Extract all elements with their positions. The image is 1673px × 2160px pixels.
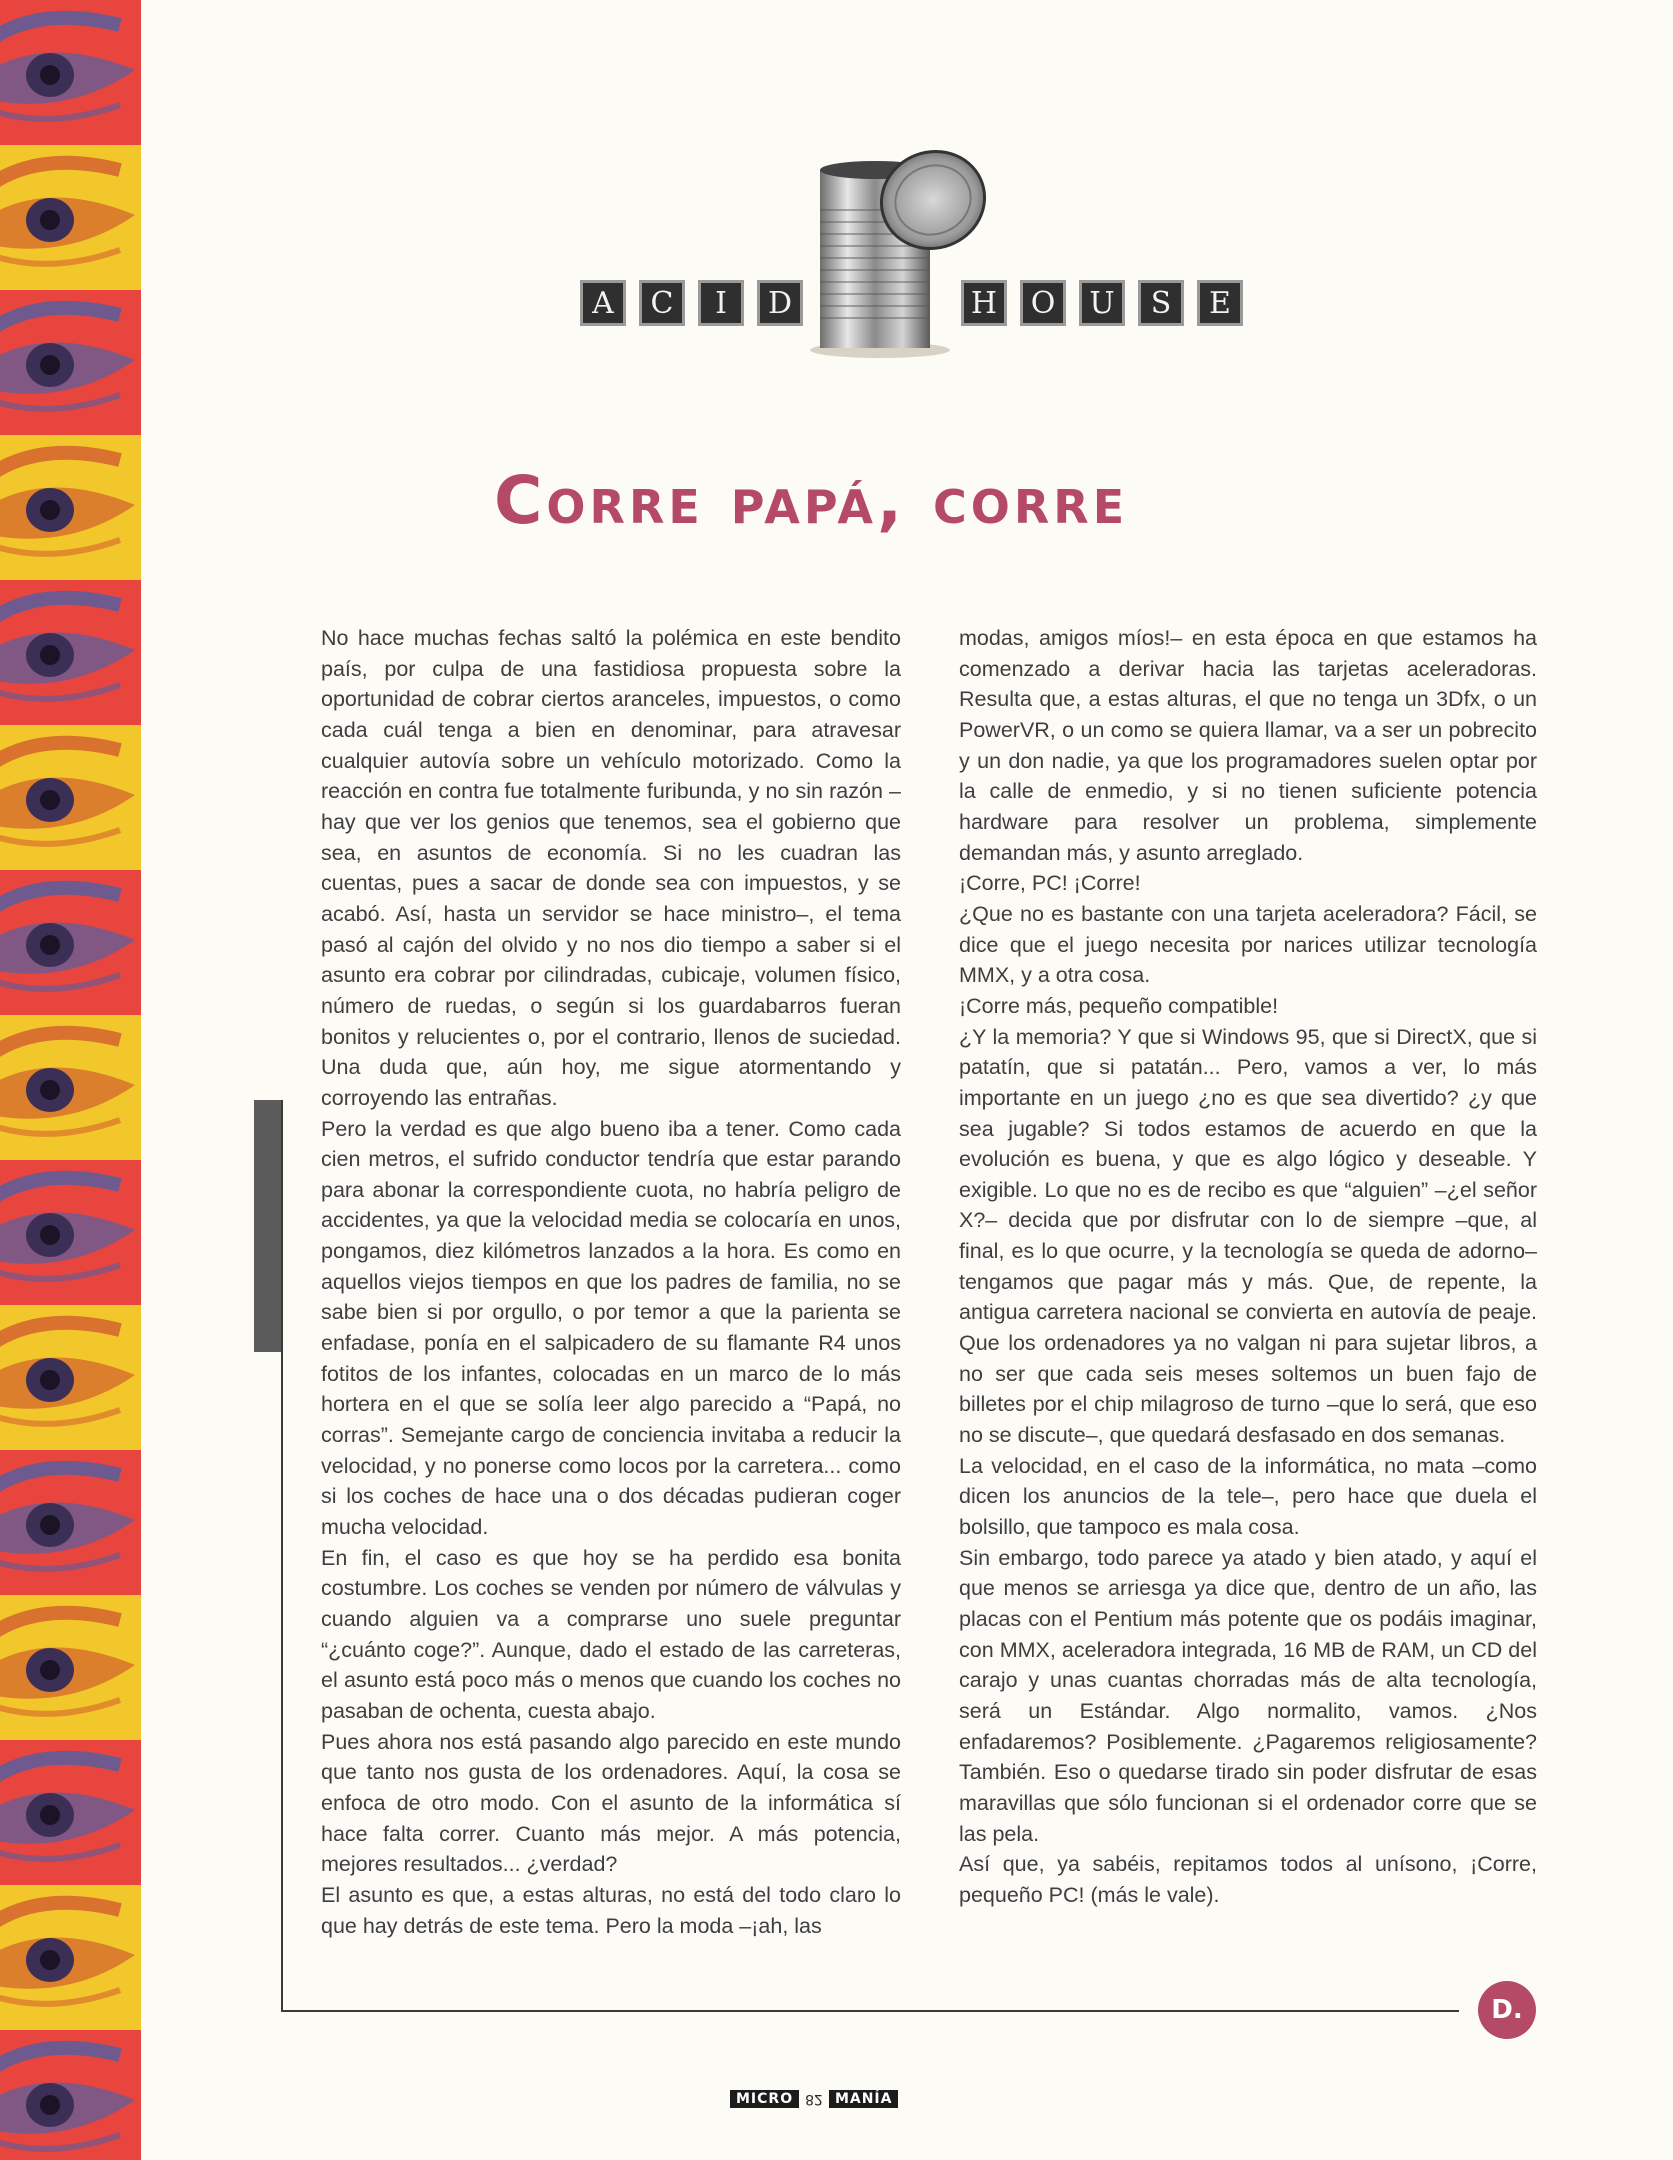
eye-tile	[0, 1885, 141, 2030]
eye-tile	[0, 1305, 141, 1450]
eye-tile	[0, 435, 141, 580]
logo-letter: A	[580, 280, 626, 326]
paragraph: El asunto es que, a estas alturas, no está del todo claro lo que hay detrás de este tema. Pero la moda –¡ah, las	[321, 1882, 901, 1938]
eye-icon	[0, 1885, 141, 2030]
eye-tile	[0, 870, 141, 1015]
logo-letter: O	[1020, 280, 1066, 326]
eye-tile	[0, 1740, 141, 1885]
paragraph: modas, amigos míos!– en esta época en que estamos ha comenzado a derivar hacia las tarjetas aceleradoras. Resulta que, a estas alturas, el que no tenga un 3Dfx, o un PowerVR, o un como se quiera llamar, va a ser un pobrecito y un don nadie, ya que los programadores suelen optar por la calle de enmedio, y si no tienen suficiente potencia hardware para resolver un problema, simplemente demandan más, y asunto arreglado.	[959, 626, 1537, 865]
eye-tile	[0, 1015, 141, 1160]
magazine-name-right: MANÍA	[829, 2090, 899, 2108]
paragraph: ¡Corre, PC! ¡Corre!	[959, 871, 1141, 896]
page-number: 82	[805, 2091, 823, 2107]
paragraph: La velocidad, en el caso de la informática, no mata –como dicen los anuncios de la tele–, pero hace que duela el bolsillo, que tampoco es mala cosa.	[959, 1453, 1537, 1540]
logo-letter: C	[639, 280, 685, 326]
eye-icon	[0, 1450, 141, 1595]
page-footer	[730, 2089, 898, 2109]
eye-icon	[0, 1160, 141, 1305]
eye-icon	[0, 1015, 141, 1160]
paragraph: ¿Que no es bastante con una tarjeta aceleradora? Fácil, se dice que el juego necesita por narices utilizar tecnología MMX, y a otra cosa.	[959, 901, 1537, 988]
logo-letter: H	[961, 280, 1007, 326]
article-title: Corre papá, corre	[494, 462, 1129, 539]
eye-icon	[0, 725, 141, 870]
paragraph: Pues ahora nos está pasando algo parecido en este mundo que tanto nos gusta de los ordenadores. Aquí, la cosa se enfoca de otro modo. Con el asunto de la informática sí hace falta correr. Cuanto más mejor. A más potencia, mejores resultados... ¿verdad?	[321, 1729, 901, 1877]
logo-letter: S	[1138, 280, 1184, 326]
frame-vertical-rule	[281, 1100, 283, 2012]
article-column-left	[321, 623, 901, 1941]
eye-icon	[0, 1595, 141, 1740]
eye-tile	[0, 725, 141, 870]
logo-letter: U	[1079, 280, 1125, 326]
eye-tile	[0, 1450, 141, 1595]
eye-tile	[0, 1595, 141, 1740]
paragraph: Sin embargo, todo parece ya atado y bien atado, y aquí el que menos se arriesga ya dice que, dentro de un año, las placas con el Pentium más potente que os podáis imaginar, con MMX, aceleradora integrada, 16 MB de RAM, un CD del carajo y unas cuantas chorradas más de alta tecnología, será un Estándar. Algo normalito, vamos. ¿Nos enfadaremos? Posiblemente. ¿Pagaremos religiosamente? También. Eso o quedarse tirado sin poder disfrutar de esas maravillas que sólo funcionan si el ordenador corre que se las pela.	[959, 1545, 1537, 1846]
paragraph: ¡Corre más, pequeño compatible!	[959, 993, 1279, 1018]
eye-tile	[0, 580, 141, 725]
paragraph: Pero la verdad es que algo bueno iba a tener. Como cada cien metros, el sufrido conductor tendría que estar parando para abonar la correspondiente cuota, no habría peligro de accidentes, ya que la velocidad media se colocaría en unos, pongamos, diez kilómetros lanzados a la hora. Es como en aquellos viejos tiempos en que los padres de familia, no se sabe bien si por orgullo, o por temor a que la parienta se enfadase, ponía en el salpicadero de su flamante R4 unos fotitos de los infantes, colocadas en un marco de lo más hortera en el que se solía leer algo parecido a “Papá, no corras”. Semejante cargo de conciencia invitaba a reducir la velocidad, y no ponerse como locos por la carretera... como si los coches de hace una o dos décadas pudieran coger mucha velocidad.	[321, 1116, 901, 1540]
eye-icon	[0, 870, 141, 1015]
eye-icon	[0, 580, 141, 725]
article-column-right	[959, 623, 1537, 1911]
eye-tile	[0, 1160, 141, 1305]
frame-horizontal-rule	[281, 2010, 1459, 2012]
eye-icon	[0, 1740, 141, 1885]
paragraph: ¿Y la memoria? Y que si Windows 95, que si DirectX, que si patatín, que si patatán... Pero, vamos a ver, lo más importante en un juego ¿no es que sea divertido? ¿y que sea jugable? Si todos estamos de acuerdo en que la evolución es buena, y que es algo lógico y deseable. Y exigible. Lo que no es de recibo es que “alguien” –¿el señor X?– decida que por disfrutar con lo de siempre –que, al final, es lo que ocurre, y la tecnología se queda de adorno– tengamos que pagar más y más. Que, de repente, la antigua carretera nacional se convierta en autovía de peaje. Que los ordenadores ya no valgan ni para sujetar libros, a no ser que cada seis meses soltemos un buen fajo de billetes por el chip milagroso de turno –que lo será, que eso no se discute–, que quedará desfasado en dos semanas.	[959, 1024, 1537, 1448]
eye-icon	[0, 1305, 141, 1450]
eye-icon	[0, 435, 141, 580]
eye-tile	[0, 2030, 141, 2160]
paragraph: No hace muchas fechas saltó la polémica en este bendito país, por culpa de una fastidiosa propuesta sobre la oportunidad de cobrar ciertos aranceles, impuestos, o como cada cuál tenga a bien en denominar, para atravesar cualquier autovía sobre un vehículo motorizado. Como la reacción en contra fue totalmente furibunda, y no sin razón –hay que ver los genios que tenemos, sea el gobierno que sea, en asuntos de economía. Si no les cuadran las cuentas, pues a sacar de donde sea con impuestos, y se acabó. Así, hasta un servidor se hace ministro–, el tema pasó al cajón del olvido y no nos dio tiempo a saber si el asunto era cobrar por cilindradas, cubicaje, volumen físico, número de ruedas, o según si los guardabarros fueran bonitos y relucientes o, por el contrario, llenos de suciedad. Una duda que, aún hoy, me sigue atormentando y corroyendo las entrañas.	[321, 626, 901, 1110]
eye-icon	[0, 2030, 141, 2160]
logo-letter: I	[698, 280, 744, 326]
magazine-name-left: MICRO	[730, 2090, 799, 2108]
logo-letter: E	[1197, 280, 1243, 326]
paragraph: En fin, el caso es que hoy se ha perdido esa bonita costumbre. Los coches se venden por número de válvulas y cuando alguien va a comprarse uno suele preguntar “¿cuánto coge?”. Aunque, dado el estado de las carreteras, el asunto está poco más o menos que cuando los coches no pasaban de ochenta, cuesta abajo.	[321, 1545, 901, 1723]
decorative-bar	[254, 1100, 281, 1352]
acid-house-logo	[0, 0, 1673, 400]
paragraph: Así que, ya sabéis, repitamos todos al unísono, ¡Corre, pequeño PC! (más le vale).	[959, 1852, 1537, 1907]
logo-letter: D	[757, 280, 803, 326]
tin-can-icon	[808, 150, 998, 360]
end-mark: D.	[1478, 1981, 1536, 2039]
